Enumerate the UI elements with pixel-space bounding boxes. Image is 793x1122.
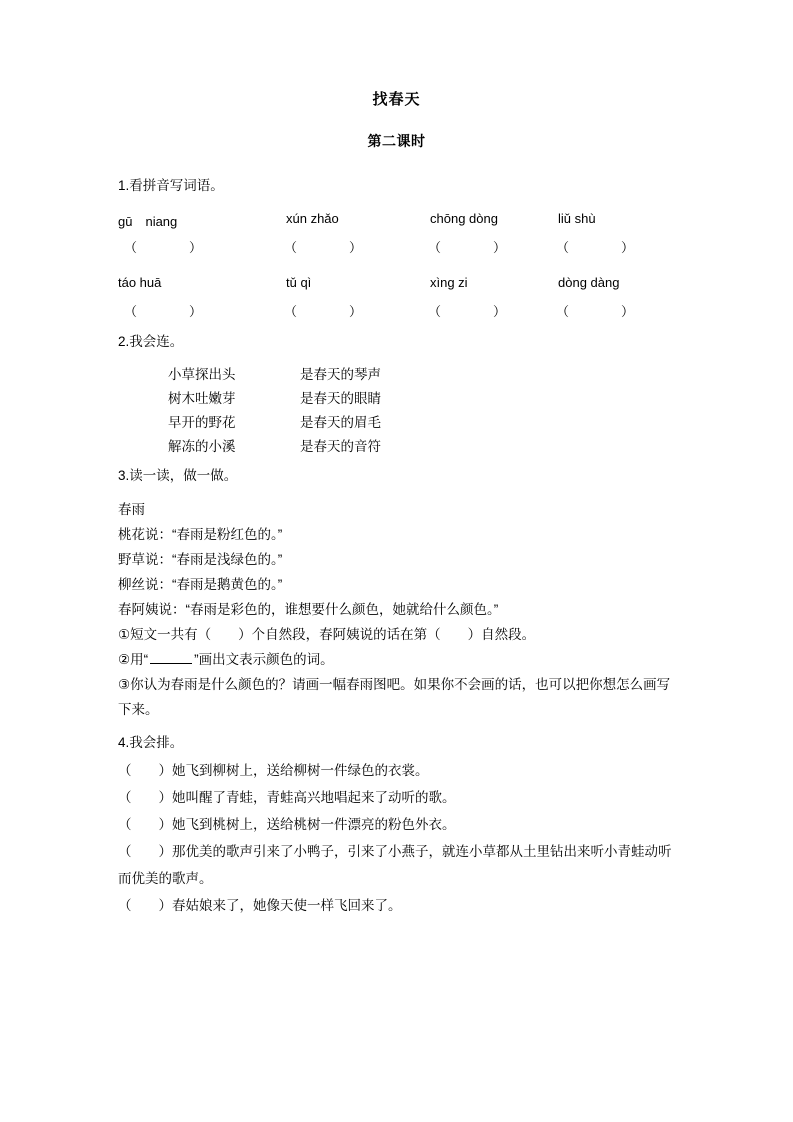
answer-bracket[interactable]: （ ） bbox=[556, 304, 635, 319]
page-title: 找春天 bbox=[372, 91, 421, 108]
matching-row[interactable] bbox=[118, 411, 675, 435]
answer-bracket[interactable]: （ ） bbox=[428, 304, 507, 319]
question-4-prompt: 4.我会排。 bbox=[118, 735, 184, 750]
pinyin-cell: xún zhǎo bbox=[286, 211, 339, 226]
question-2-prompt: 2.我会连。 bbox=[118, 334, 184, 349]
sub-question-2-part1: ②用“ bbox=[118, 652, 149, 667]
underline-blank[interactable] bbox=[150, 650, 192, 664]
matching-row[interactable] bbox=[118, 363, 675, 387]
order-item[interactable]: （ ）春姑娘来了，她像天使一样飞回来了。 bbox=[118, 898, 402, 913]
matching-left-item[interactable]: 小草探出头 bbox=[168, 367, 236, 382]
answer-bracket-row-1 bbox=[118, 237, 675, 261]
answer-bracket[interactable]: （ ） bbox=[428, 240, 507, 255]
matching-left-item[interactable]: 解冻的小溪 bbox=[168, 439, 236, 454]
matching-left-item[interactable]: 早开的野花 bbox=[168, 415, 236, 430]
answer-bracket[interactable]: （ ） bbox=[124, 240, 203, 255]
answer-bracket-row-2 bbox=[118, 301, 675, 325]
pinyin-cell: dòng dàng bbox=[558, 275, 620, 290]
pinyin-cell: tǔ qì bbox=[286, 275, 312, 290]
sub-question-1[interactable]: ①短文一共有（ ）个自然段，春阿姨说的话在第（ ）自然段。 bbox=[118, 627, 536, 642]
matching-left-item[interactable]: 树木吐嫩芽 bbox=[168, 391, 236, 406]
matching-right-item[interactable]: 是春天的琴声 bbox=[300, 367, 381, 382]
answer-bracket[interactable]: （ ） bbox=[556, 240, 635, 255]
pinyin-cell: táo huā bbox=[118, 275, 162, 290]
order-item[interactable]: （ ）那优美的歌声引来了小鸭子，引来了小燕子，就连小草都从土里钻出来听小青蛙动听而优美的歌声。 bbox=[118, 844, 672, 886]
matching-row[interactable] bbox=[118, 387, 675, 411]
answer-bracket[interactable]: （ ） bbox=[284, 240, 363, 255]
sub-question-2-part2: ”画出文表示颜色的词。 bbox=[194, 652, 334, 667]
matching-right-item[interactable]: 是春天的眉毛 bbox=[300, 415, 381, 430]
passage-line: 野草说：“春雨是浅绿色的。” bbox=[118, 552, 283, 567]
answer-bracket[interactable]: （ ） bbox=[284, 304, 363, 319]
passage-title: 春雨 bbox=[118, 502, 145, 517]
pinyin-cell: chōng dòng bbox=[430, 211, 498, 226]
matching-right-item[interactable]: 是春天的音符 bbox=[300, 439, 381, 454]
pinyin-row-2 bbox=[118, 275, 675, 299]
answer-bracket[interactable]: （ ） bbox=[124, 304, 203, 319]
question-1-prompt: 1.看拼音写词语。 bbox=[118, 178, 224, 193]
passage-line: 春阿姨说：“春雨是彩色的，谁想要什么颜色，她就给什么颜色。” bbox=[118, 602, 499, 617]
pinyin-cell: xìng zi bbox=[430, 275, 468, 290]
question-3-prompt: 3.读一读，做一做。 bbox=[118, 468, 238, 483]
order-item[interactable]: （ ）她飞到桃树上，送给桃树一件漂亮的粉色外衣。 bbox=[118, 817, 456, 832]
pinyin-cell: liǔ shù bbox=[558, 211, 596, 226]
sub-question-2[interactable] bbox=[118, 647, 675, 672]
pinyin-row-1 bbox=[118, 211, 675, 235]
order-item[interactable]: （ ）她飞到柳树上，送给柳树一件绿色的衣裳。 bbox=[118, 763, 429, 778]
matching-exercise bbox=[118, 363, 675, 459]
matching-row[interactable] bbox=[118, 435, 675, 459]
sub-question-3[interactable]: ③你认为春雨是什么颜色的？请画一幅春雨图吧。如果你不会画的话，也可以把你想怎么画写下来。 bbox=[118, 677, 671, 717]
matching-right-item[interactable]: 是春天的眼睛 bbox=[300, 391, 381, 406]
pinyin-cell: gū niang bbox=[118, 214, 178, 229]
page-subtitle: 第二课时 bbox=[367, 133, 426, 149]
order-item[interactable]: （ ）她叫醒了青蛙，青蛙高兴地唱起来了动听的歌。 bbox=[118, 790, 456, 805]
passage-line: 柳丝说：“春雨是鹅黄色的。” bbox=[118, 577, 283, 592]
passage-line: 桃花说：“春雨是粉红色的。” bbox=[118, 527, 283, 542]
